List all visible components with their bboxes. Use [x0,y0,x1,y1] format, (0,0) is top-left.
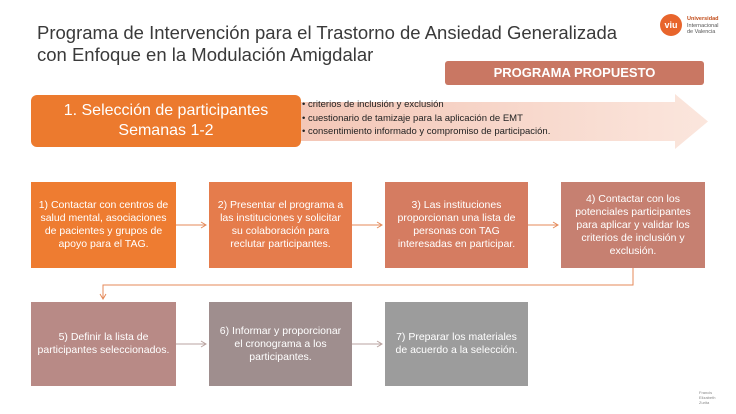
logo-line3: de Valencia [687,29,716,35]
step-box-7: 7) Preparar los materiales de acuerdo a la selección. [385,302,528,386]
bullet-item: • consentimiento informado y compromiso de participación. [302,126,551,137]
logo-line2: Internacional [687,22,719,29]
bullet-item: • criterios de inclusión y exclusión [302,99,444,110]
step-box-6: 6) Informar y proporcionar el cronograma a los participantes. [209,302,352,386]
stage-weeks: Semanas 1-2 [118,122,214,139]
logo-line1: Universidad [687,16,719,22]
step-box-2: 2) Presentar el programa a las instituciones y solicitar su colaboración para reclutar participantes. [209,182,352,268]
step-box-5: 5) Definir la lista de participantes seleccionados. [31,302,176,386]
university-logo [660,14,734,38]
slide-title-line2: con Enfoque en la Modulación Amigdalar [37,44,374,65]
stage-bullets [302,98,632,139]
author-footnote: Francis Elizabeth Zurita [699,390,716,405]
step-box-3: 3) Las instituciones proporcionan una lista de personas con TAG interesadas en participar. [385,182,528,268]
bullet-item: • cuestionario de tamizaje para la aplicación de EMT [302,112,523,124]
slide-title [37,22,637,66]
step-box-1: 1) Contactar con centros de salud mental, asociaciones de pacientes y grupos de apoyo para el TAG. [31,182,176,268]
logo-mark: viu [660,14,682,36]
stage-box [31,95,301,147]
slide-title-line1: Programa de Intervención para el Trastorno de Ansiedad Generalizada [37,22,618,43]
step-box-4: 4) Contactar con los potenciales participantes para aplicar y validar los criterios de inclusión y exclusión. [561,182,705,268]
stage-title: 1. Selección de participantes [63,102,269,119]
logo-text [687,16,736,36]
section-tag: PROGRAMA PROPUESTO [445,61,704,85]
